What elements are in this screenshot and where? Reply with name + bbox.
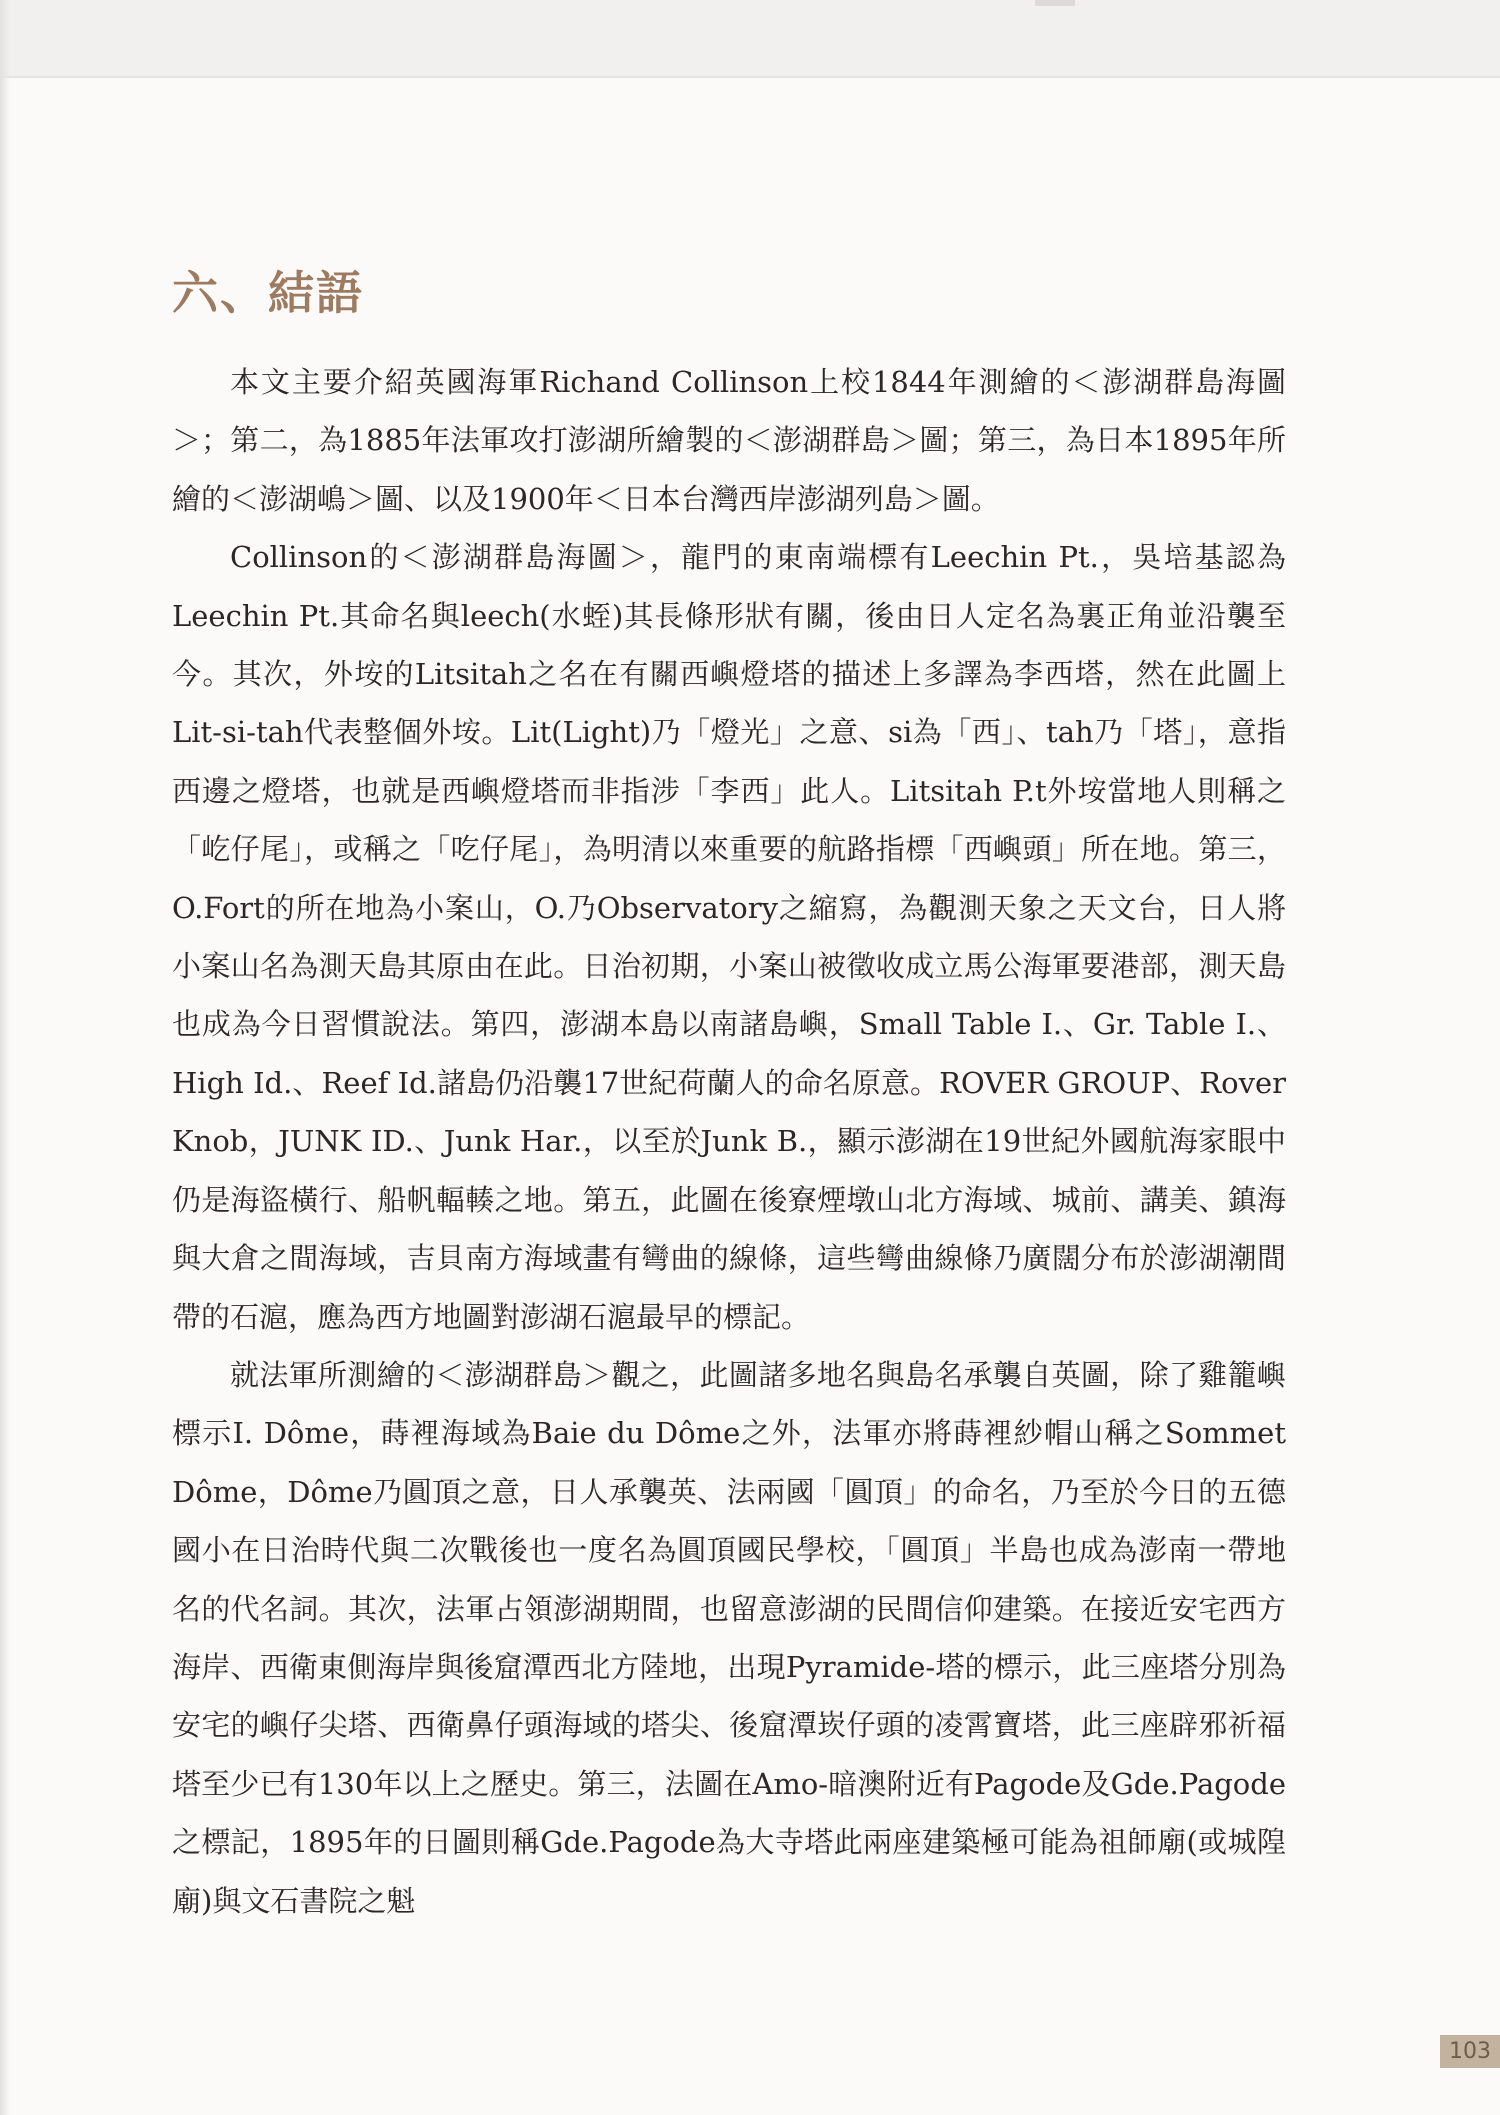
paragraph-french-chart: 就法軍所測繪的＜澎湖群島＞觀之，此圖諸多地名與島名承襲自英圖，除了雞籠嶼標示I. Dôme，蒔裡海域為Baie du Dôme之外，法軍亦將蒔裡紗帽山稱之Sommet Dôme，Dôme乃圓頂之意，日人承襲英、法兩國「圓頂」的命名，乃至於今日的五德國小在日治時代與二次戰後也一度名為圓頂國民學校，「圓頂」半島也成為澎南一帶地名的代名詞。其次，法軍占領澎湖期間，也留意澎湖的民間信仰建築。在接近安宅西方海岸、西衛東側海岸與後窟潭西北方陸地，出現Pyramide-塔的標示，此三座塔分別為安宅的嶼仔尖塔、西衛鼻仔頭海域的塔尖、後窟潭崁仔頭的凌霄寶塔，此三座辟邪祈福塔至少已有130年以上之歷史。第三，法圖在Amo-暗澳附近有Pagode及Gde.Pagode之標記，1895年的日圖則稱Gde.Pagode為大寺塔此兩座建築極可能為祖師廟(或城隍廟)與文石書院之魁 <box>172 1357 1286 1918</box>
page-number: 103 <box>1440 2035 1500 2068</box>
paragraph-intro: 本文主要介紹英國海軍Richand Collinson上校1844年測繪的＜澎湖群島海圖＞；第二，為1885年法軍攻打澎湖所繪製的＜澎湖群島＞圖；第三，為日本1895年所繪的＜澎湖嶋＞圖、以及1900年＜日本台灣西岸澎湖列島＞圖。 <box>172 365 1286 516</box>
page-left-edge <box>0 0 10 2115</box>
page-top-band <box>0 0 1500 78</box>
body-text <box>172 353 1286 1930</box>
top-edge-mark <box>1035 0 1075 6</box>
paragraph-collinson-chart: Collinson的＜澎湖群島海圖＞，龍門的東南端標有Leechin Pt.，吳培基認為Leechin Pt.其命名與leech(水蛭)其長條形狀有關，後由日人定名為裏正角並沿襲至今。其次，外垵的Litsitah之名在有關西嶼燈塔的描述上多譯為李西塔，然在此圖上Lit-si-tah代表整個外垵。Lit(Light)乃「燈光」之意、si為「西」、tah乃「塔」，意指西邊之燈塔，也就是西嶼燈塔而非指涉「李西」此人。Litsitah P.t外垵當地人則稱之「屹仔尾」，或稱之「吃仔尾」，為明清以來重要的航路指標「西嶼頭」所在地。第三，O.Fort的所在地為小案山，O.乃Observatory之縮寫，為觀測天象之天文台，日人將小案山名為測天島其原由在此。日治初期，小案山被徵收成立馬公海軍要港部，測天島也成為今日習慣說法。第四，澎湖本島以南諸島嶼，Small Table I.、Gr. Table I.、High Id.、Reef Id.諸島仍沿襲17世紀荷蘭人的命名原意。ROVER GROUP、Rover Knob，JUNK ID.、Junk Har.，以至於Junk B.，顯示澎湖在19世紀外國航海家眼中仍是海盜橫行、船帆輻輳之地。第五，此圖在後寮煙墩山北方海域、城前、講美、鎮海與大倉之間海域，吉貝南方海域畫有彎曲的線條，這些彎曲線條乃廣闊分布於澎湖潮間帶的石滬，應為西方地圖對澎湖石滬最早的標記。 <box>172 540 1286 1334</box>
section-heading: 六、結語 <box>172 266 364 320</box>
